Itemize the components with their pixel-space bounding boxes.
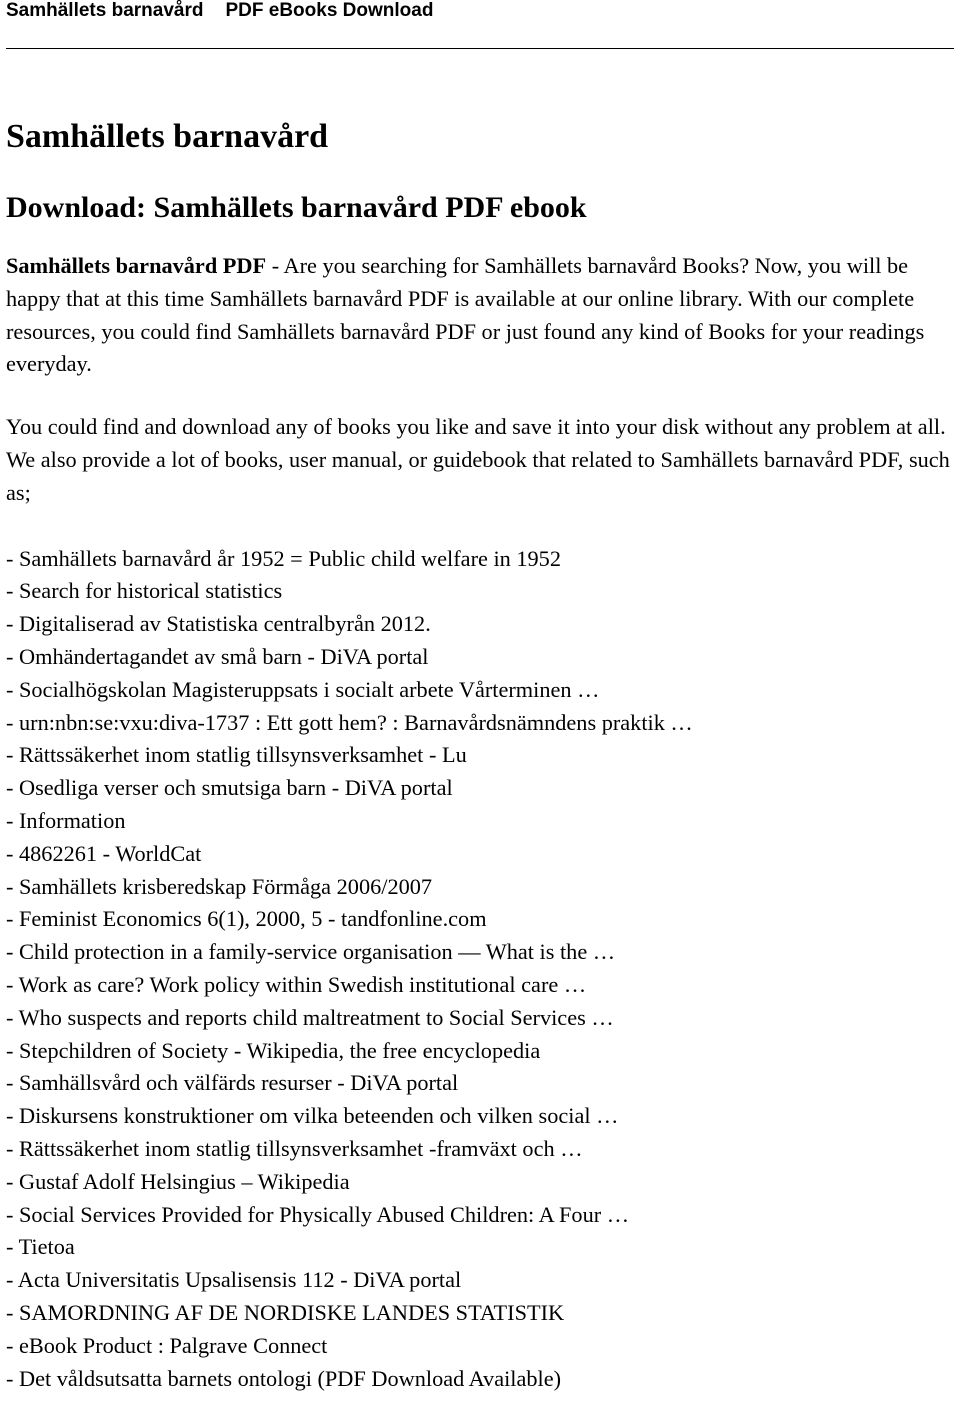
intro-paragraph bbox=[6, 250, 956, 381]
related-book-item: - Samhällets krisberedskap Förmåga 2006/2007 bbox=[6, 873, 433, 899]
related-book-item: - Stepchildren of Society - Wikipedia, the free encyclopedia bbox=[6, 1037, 541, 1063]
related-book-item: - Osedliga verser och smutsiga barn - DiVA portal bbox=[6, 775, 453, 801]
related-book-item: - SAMORDNING AF DE NORDISKE LANDES STATISTIK bbox=[6, 1299, 565, 1325]
related-book-item: - Rättssäkerhet inom statlig tillsynsverksamhet - Lu bbox=[6, 742, 467, 768]
header-site-label: PDF eBooks Download bbox=[225, 0, 434, 21]
header-divider bbox=[6, 48, 954, 49]
related-books-list bbox=[6, 543, 956, 1396]
related-book-item: - Work as care? Work policy within Swedish institutional care … bbox=[6, 971, 587, 997]
page-title: Samhällets barnavård bbox=[6, 118, 329, 155]
related-book-item: - Gustaf Adolf Helsingius – Wikipedia bbox=[6, 1168, 350, 1194]
related-book-item: - Socialhögskolan Magisteruppsats i socialt arbete Vårterminen … bbox=[6, 676, 600, 702]
related-book-item: - Search for historical statistics bbox=[6, 578, 283, 604]
related-book-item: - Who suspects and reports child maltreatment to Social Services … bbox=[6, 1004, 614, 1030]
related-book-item: - Acta Universitatis Upsalisensis 112 - DiVA portal bbox=[6, 1267, 462, 1293]
related-book-item: - Rättssäkerhet inom statlig tillsynsverksamhet -framväxt och … bbox=[6, 1135, 583, 1161]
intro-text: - Are you searching for Samhällets barnavård Books? Now, you will be happy that at this time Samhällets barnavård PDF is available at our online library. With our complete resources, you could find Samhällets barnavård PDF or just found any kind of Books for your readings everyday. bbox=[6, 253, 925, 377]
related-book-item: - Child protection in a family-service organisation — What is the … bbox=[6, 939, 616, 965]
related-book-item: - eBook Product : Palgrave Connect bbox=[6, 1332, 328, 1358]
download-heading: Download: Samhällets barnavård PDF ebook bbox=[6, 191, 587, 224]
page-header bbox=[6, 0, 433, 24]
related-book-item: - Tietoa bbox=[6, 1234, 75, 1260]
related-book-item: - urn:nbn:se:vxu:diva-1737 : Ett gott hem? : Barnavårdsnämndens praktik … bbox=[6, 709, 693, 735]
document-body bbox=[6, 113, 956, 1395]
related-book-item: - Det våldsutsatta barnets ontologi (PDF Download Available) bbox=[6, 1365, 562, 1391]
related-book-item: - Samhällets barnavård år 1952 = Public child welfare in 1952 bbox=[6, 545, 561, 571]
intro-lead: Samhällets barnavård PDF bbox=[6, 253, 267, 278]
related-book-item: - Samhällsvård och välfärds resurser - DiVA portal bbox=[6, 1070, 459, 1096]
related-book-item: - Digitaliserad av Statistiska centralbyrån 2012. bbox=[6, 611, 431, 637]
related-book-item: - Social Services Provided for Physically Abused Children: A Four … bbox=[6, 1201, 630, 1227]
related-book-item: - Diskursens konstruktioner om vilka beteenden och vilken social … bbox=[6, 1103, 619, 1129]
related-book-item: - Omhändertagandet av små barn - DiVA portal bbox=[6, 643, 429, 669]
related-book-item: - 4862261 - WorldCat bbox=[6, 840, 202, 866]
related-book-item: - Information bbox=[6, 807, 126, 833]
related-book-item: - Feminist Economics 6(1), 2000, 5 - tandfonline.com bbox=[6, 906, 487, 932]
header-book-title: Samhällets barnavård bbox=[6, 0, 204, 21]
description-paragraph: You could find and download any of books you like and save it into your disk without any problem at all. We also provide a lot of books, user manual, or guidebook that related to Samhällets barnavård PDF, such as; bbox=[6, 414, 950, 505]
